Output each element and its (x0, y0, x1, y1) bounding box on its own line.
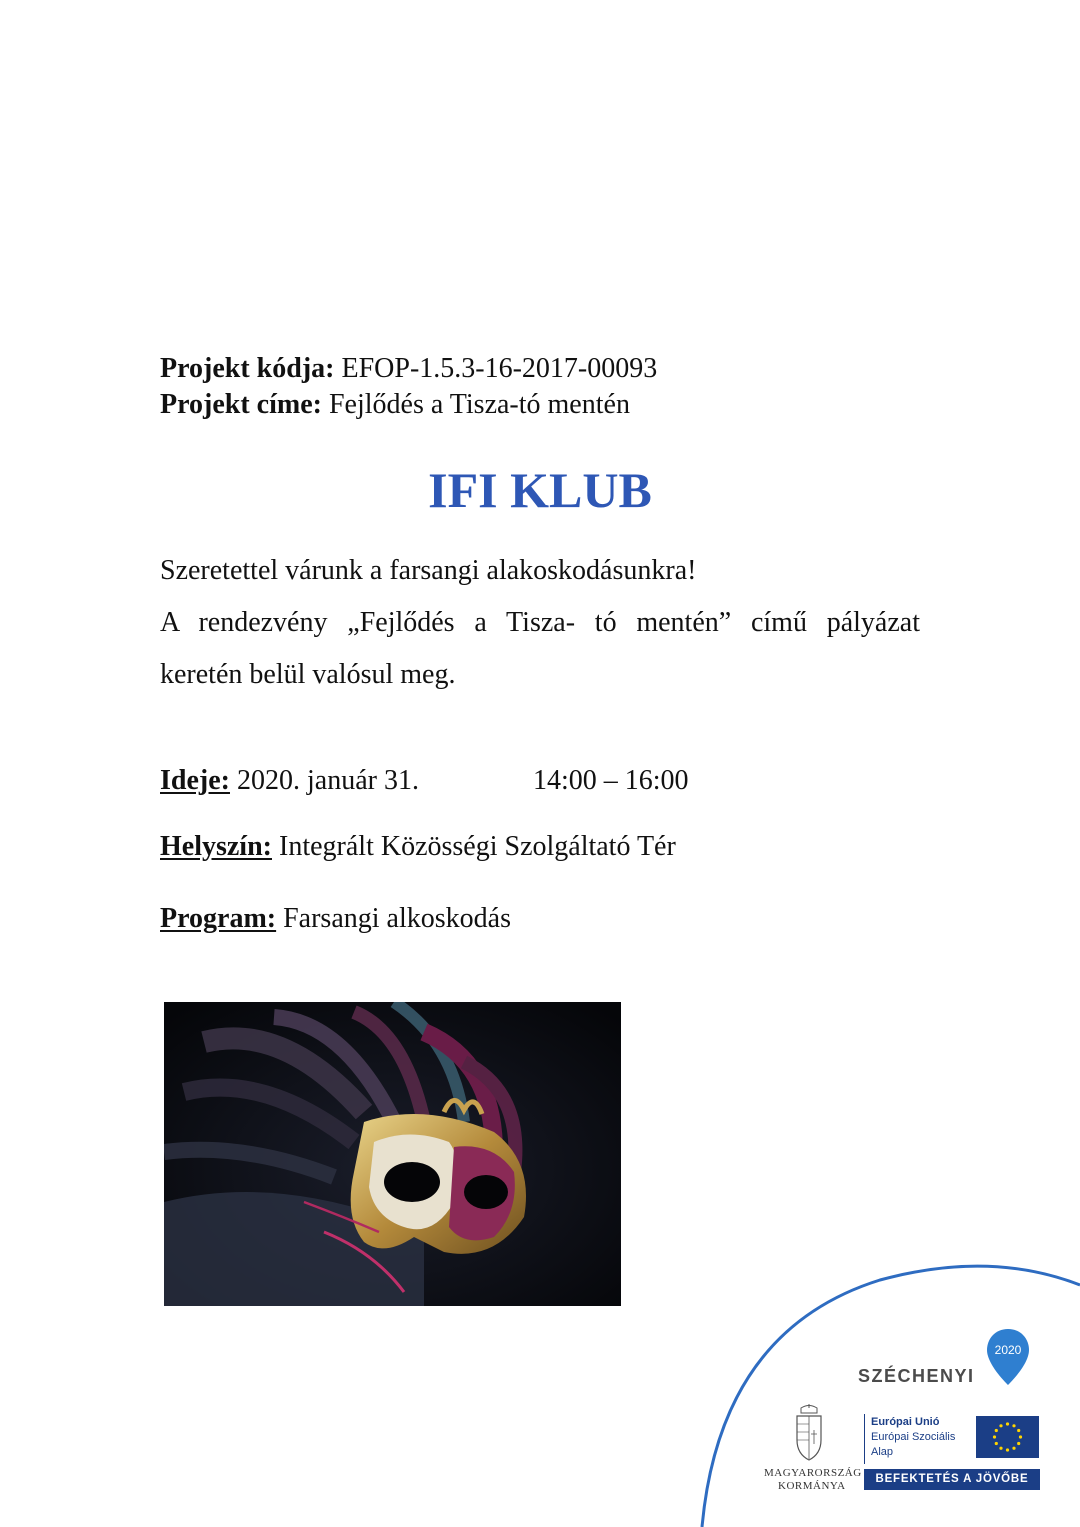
place-value: Integrált Közösségi Szolgáltató Tér (279, 831, 676, 862)
intro-line-2: A rendezvény „Fejlődés a Tisza- tó mentén” című pályázat (160, 607, 920, 638)
coat-of-arms-icon (792, 1404, 826, 1464)
intro-line-3: keretén belül valósul meg. (160, 659, 456, 690)
project-code-label: Projekt kódja: (160, 353, 335, 384)
eu-line-2: Európai Szociális (871, 1431, 956, 1443)
intro-line-1: Szeretettel várunk a farsangi alakoskodásunkra! (160, 555, 697, 586)
pin-year: 2020 (994, 1343, 1022, 1357)
project-title-label: Projekt címe: (160, 389, 322, 420)
szechenyi-logo-text: SZÉCHENYI (858, 1366, 975, 1386)
invest-banner: BEFEKTETÉS A JÖVŐBE (864, 1469, 1040, 1490)
program-value: Farsangi alkoskodás (283, 903, 511, 934)
place-label: Helyszín: (160, 831, 272, 862)
page-title: IFI KLUB (428, 462, 652, 518)
eu-line-3: Alap (871, 1446, 894, 1458)
eu-line-1: Európai Unió (871, 1416, 940, 1428)
event-date: 2020. január 31. (236, 765, 419, 796)
government-name-line-2: KORMÁNYA (778, 1480, 846, 1492)
program-label: Program: (160, 903, 277, 934)
time-label: Ideje: (160, 765, 230, 796)
project-code-value: EFOP-1.5.3-16-2017-00093 (341, 353, 658, 384)
map-pin-icon (985, 1327, 1031, 1387)
government-name-line-1: MAGYARORSZÁG (764, 1467, 862, 1479)
event-hours: 14:00 – 16:00 (533, 765, 689, 796)
eu-flag-icon (976, 1416, 1039, 1458)
project-title-value: Fejlődés a Tisza-tó mentén (328, 389, 630, 420)
